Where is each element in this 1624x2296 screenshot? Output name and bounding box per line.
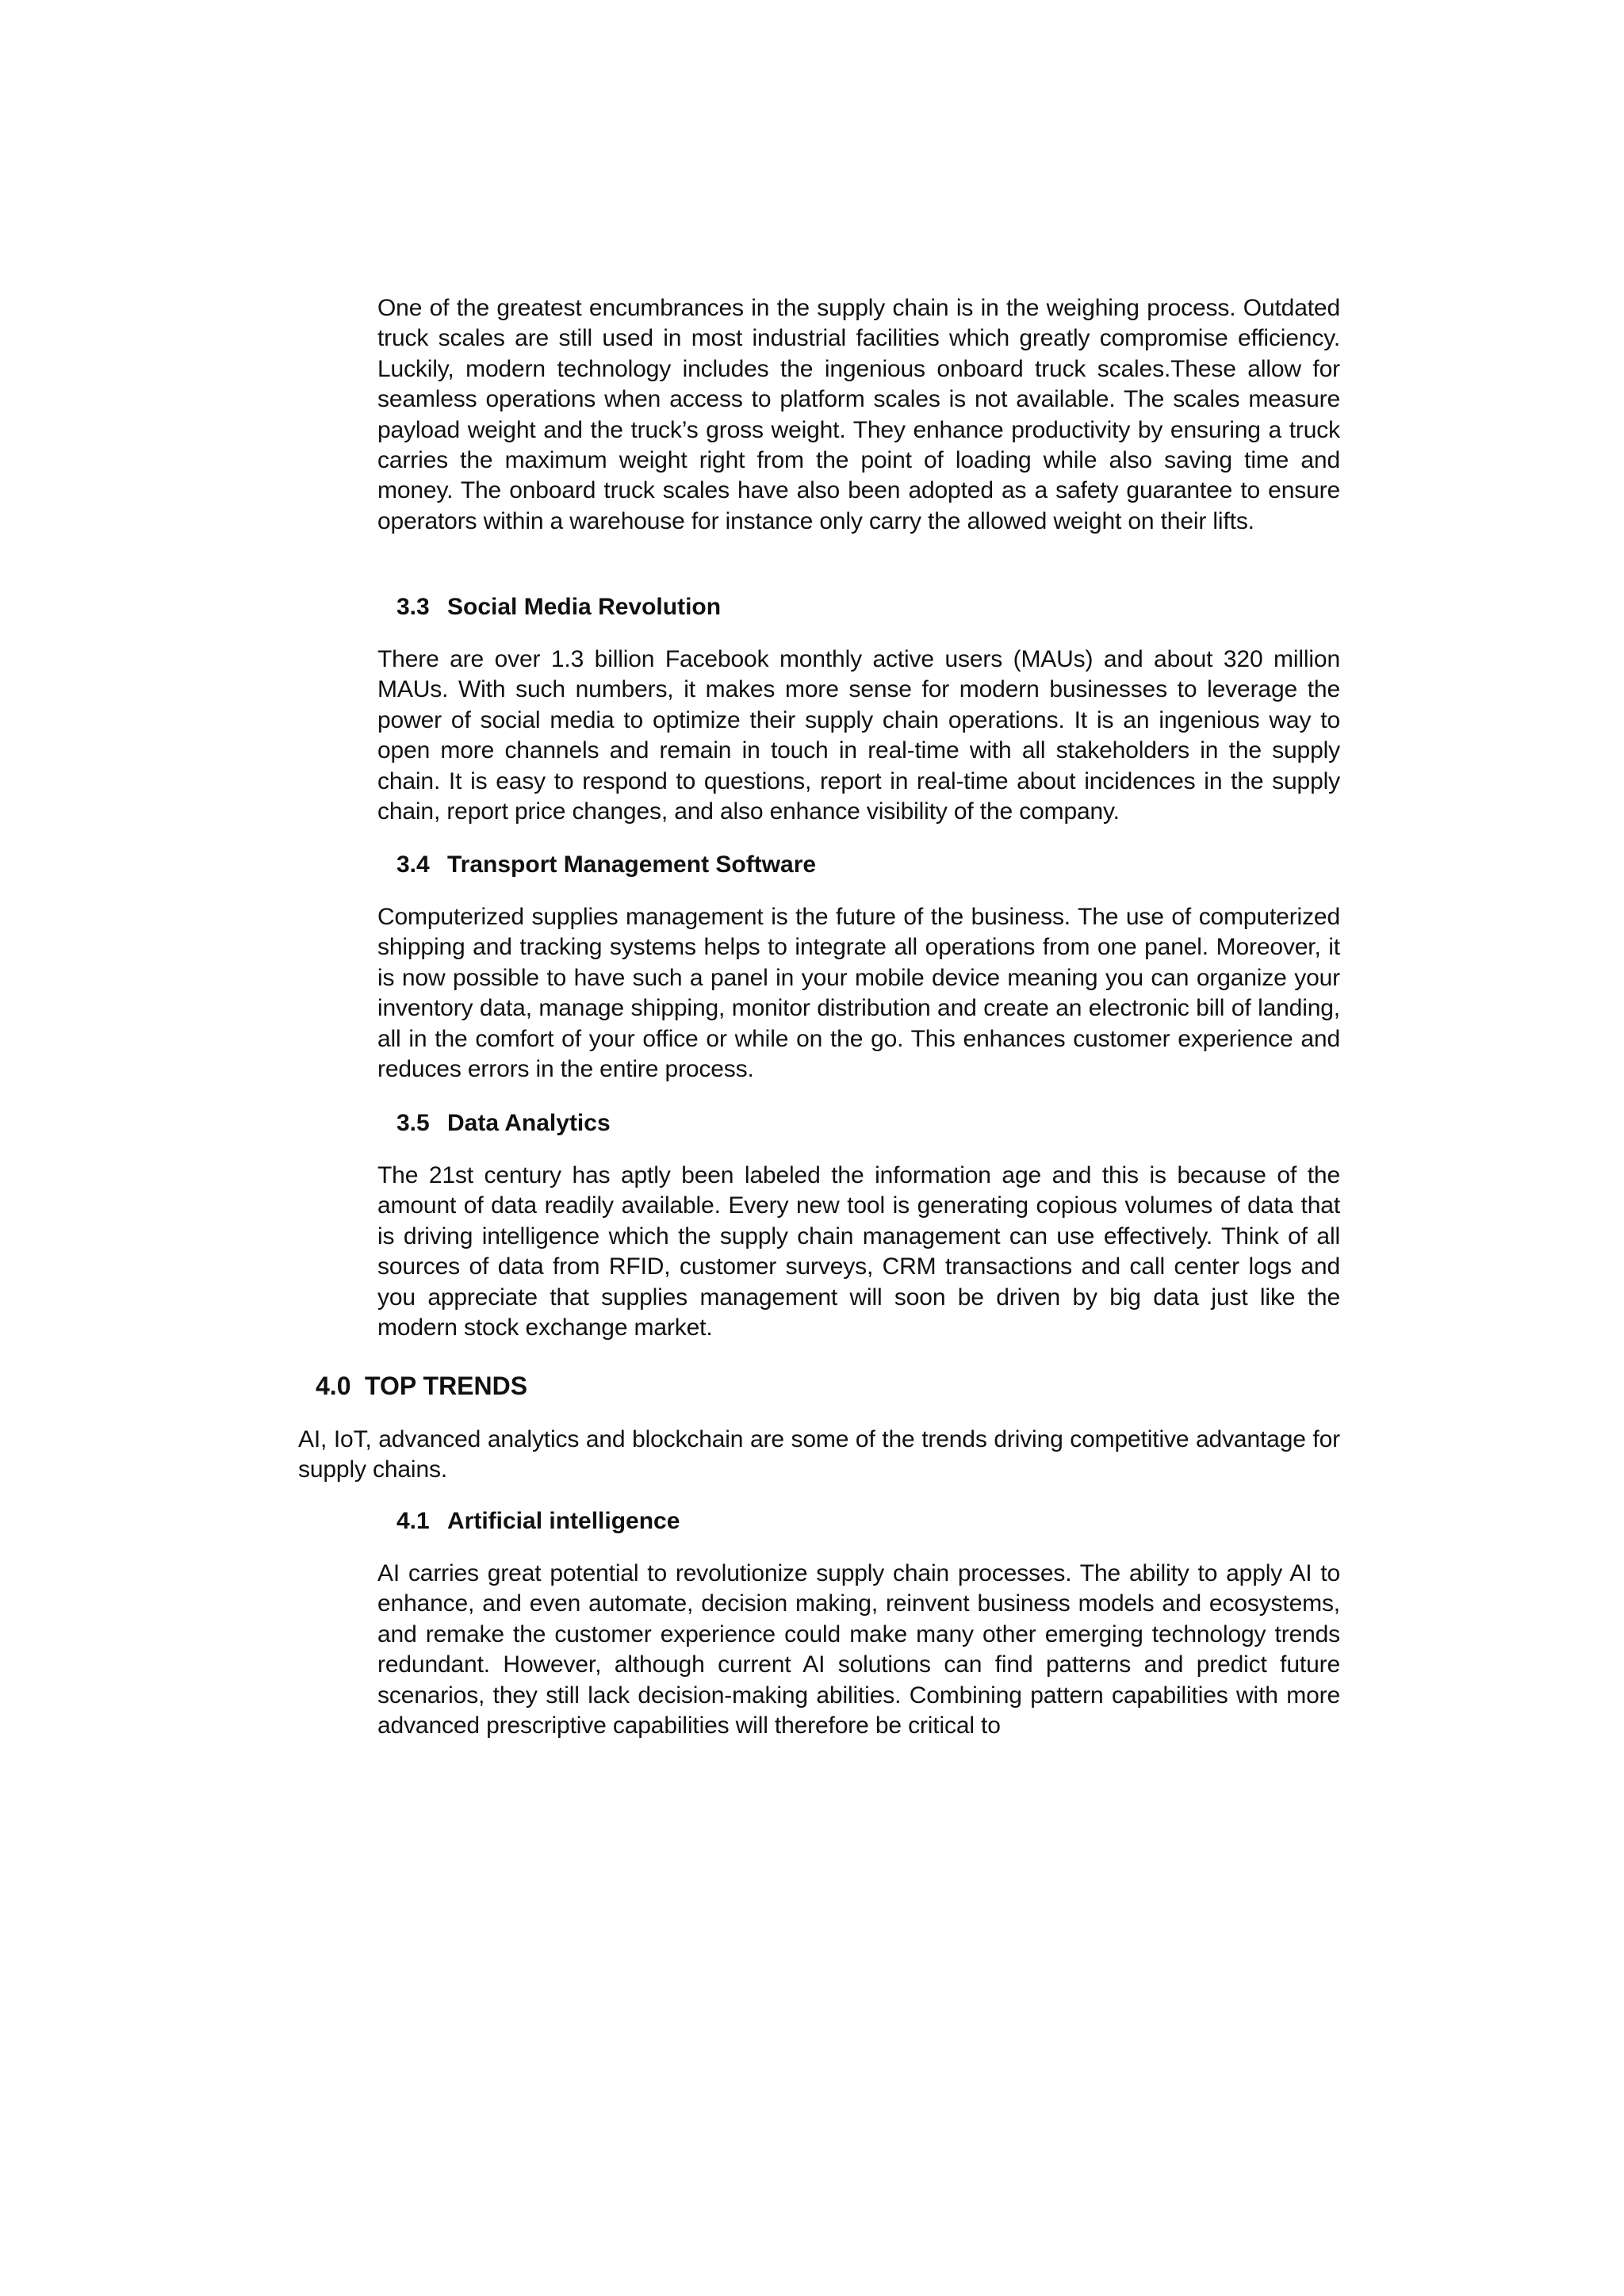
paragraph-social-media: There are over 1.3 billion Facebook monthly active users (MAUs) and about 320 million MAUs. With such numbers, it makes more sense for modern businesses to leverage the power of social media to optimize their supply chain operations. It is an ingenious way to open more channels and remain in touch in real-time with all stakeholders in the supply chain. It is easy to respond to questions, report in real-time about incidences in the supply chain, report price changes, and also enhance visibility of the company.	[377, 646, 1340, 825]
paragraph-weighing-process: One of the greatest encumbrances in the supply chain is in the weighing process. Outdated truck scales are still used in most industrial facilities which greatly compromise efficiency. Luckily, modern technology includes the ingenious onboard truck scales.These allow for seamless operations when access to platform scales is not available. The scales measure payload weight and the truck’s gross weight. They enhance productivity by ensuring a truck carries the maximum weight right from the point of loading while also saving time and money. The onboard truck scales have also been adopted as a safety guarantee to ensure operators within a warehouse for instance only carry the allowed weight on their lifts.	[377, 295, 1340, 534]
section-title: TOP TRENDS	[365, 1372, 528, 1400]
section-heading-4-0	[316, 1370, 527, 1402]
section-number: 4.1	[396, 1508, 430, 1534]
section-title: Social Media Revolution	[447, 594, 722, 620]
paragraph-artificial-intelligence: AI carries great potential to revolutionize supply chain processes. The ability to apply AI to enhance, and even automate, decision making, reinvent business models and ecosystems, and remake the customer experience could make many other emerging technology trends redundant. However, although current AI solutions can find patterns and predict future scenarios, they still lack decision-making abilities. Combining pattern capabilities with more advanced prescriptive capabilities will therefore be critical to	[377, 1560, 1340, 1739]
section-title: Data Analytics	[447, 1110, 611, 1136]
section-title: Artificial intelligence	[447, 1508, 680, 1534]
section-title: Transport Management Software	[447, 851, 817, 878]
section-number: 3.5	[396, 1110, 430, 1136]
section-heading-3-5	[396, 1108, 611, 1138]
section-number: 3.3	[396, 594, 430, 620]
section-number: 4.0	[316, 1372, 351, 1400]
section-heading-3-4	[396, 850, 816, 880]
paragraph-data-analytics: The 21st century has aptly been labeled the information age and this is because of the amount of data readily available. Every new tool is generating copious volumes of data that is driving intelligence which the supply chain management can use effectively. Think of all sources of data from RFID, customer surveys, CRM transactions and call center logs and you appreciate that supplies management will soon be driven by big data just like the modern stock exchange market.	[377, 1162, 1340, 1341]
section-heading-3-3	[396, 592, 721, 622]
paragraph-transport-management: Computerized supplies management is the future of the business. The use of computerized shipping and tracking systems helps to integrate all operations from one panel. Moreover, it is now possible to have such a panel in your mobile device meaning you can organize your inventory data, manage shipping, monitor distribution and create an electronic bill of landing, all in the comfort of your office or while on the go. This enhances customer experience and reduces errors in the entire process.	[377, 904, 1340, 1083]
section-number: 3.4	[396, 851, 430, 878]
paragraph-top-trends: AI, IoT, advanced analytics and blockchain are some of the trends driving competitive advantage for supply chains.	[298, 1426, 1340, 1483]
section-heading-4-1	[396, 1506, 680, 1536]
